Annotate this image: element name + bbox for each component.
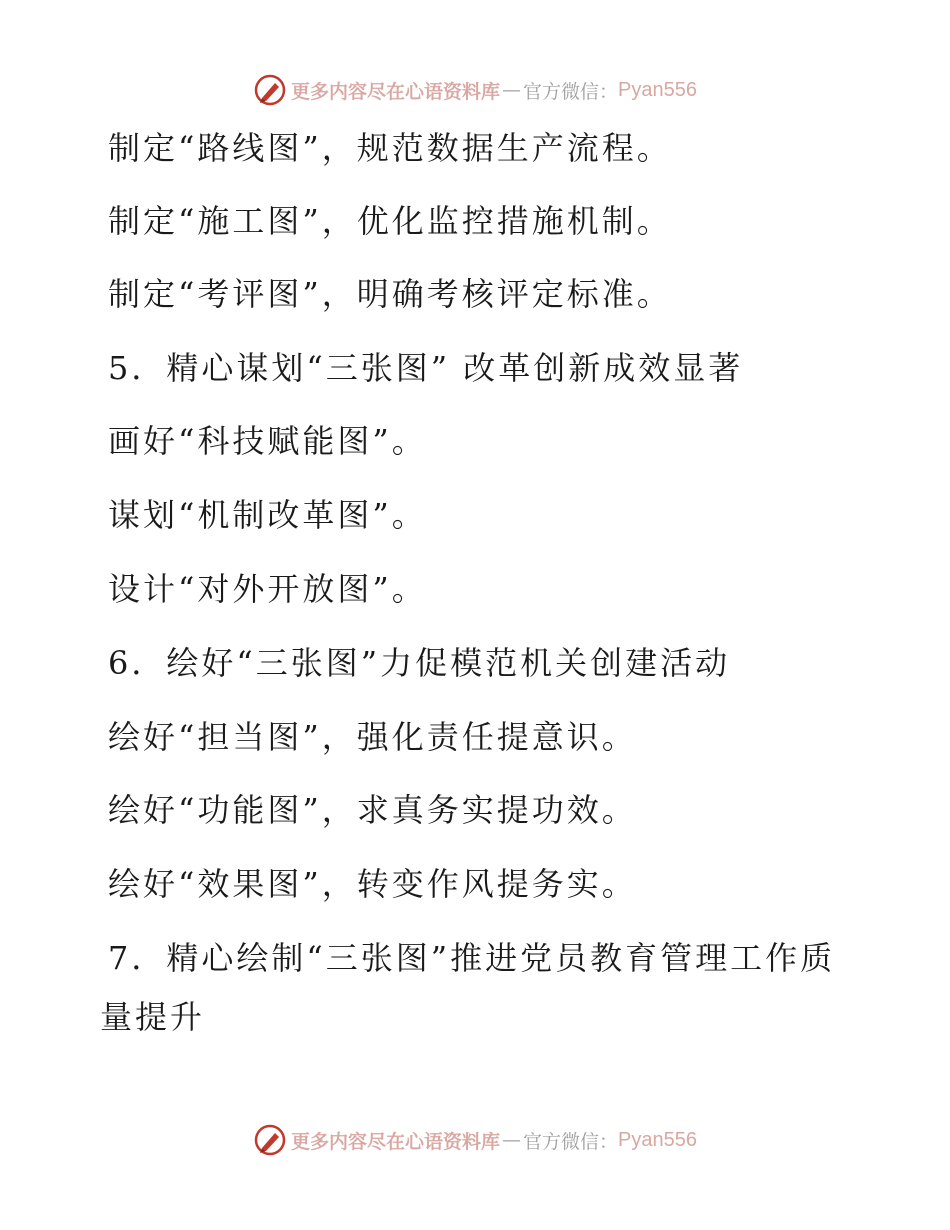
- body-line: 绘好“功能图”，求真务实提功效。: [108, 791, 637, 829]
- pen-logo-icon: [253, 1123, 287, 1157]
- pen-logo-icon: [253, 73, 287, 107]
- body-line: 设计“对外开放图”。: [108, 570, 427, 608]
- watermark-dash: —: [502, 79, 522, 101]
- watermark-dash: —: [502, 1129, 522, 1151]
- section-heading: 7．精心绘制“三张图”推进党员教育管理工作质: [108, 939, 836, 977]
- section-heading: 5．精心谋划“三张图” 改革创新成效显著: [108, 349, 744, 387]
- watermark-wechat-id: Pyan556: [618, 78, 697, 101]
- watermark-brand-text: 更多内容尽在心语资料库: [291, 1130, 501, 1153]
- body-line: 画好“科技赋能图”。: [108, 422, 427, 460]
- body-line: 谋划“机制改革图”。: [108, 496, 427, 534]
- section-heading: 6．绘好“三张图”力促模范机关创建活动: [108, 644, 731, 682]
- watermark-wechat-id: Pyan556: [618, 1128, 697, 1151]
- body-line: 绘好“担当图”，强化责任提意识。: [108, 718, 637, 756]
- section-heading-continuation: 量提升: [100, 998, 206, 1036]
- body-line: 制定“施工图”，优化监控措施机制。: [108, 202, 672, 240]
- watermark-official-label: 官方微信：: [523, 80, 619, 103]
- header-watermark: [0, 70, 950, 110]
- body-line: 制定“路线图”，规范数据生产流程。: [108, 129, 672, 167]
- body-line: 绘好“效果图”，转变作风提务实。: [108, 865, 637, 903]
- footer-watermark: [0, 1120, 950, 1160]
- watermark-official-label: 官方微信：: [523, 1130, 619, 1153]
- body-line: 制定“考评图”，明确考核评定标准。: [108, 275, 672, 313]
- watermark-brand-text: 更多内容尽在心语资料库: [291, 80, 501, 103]
